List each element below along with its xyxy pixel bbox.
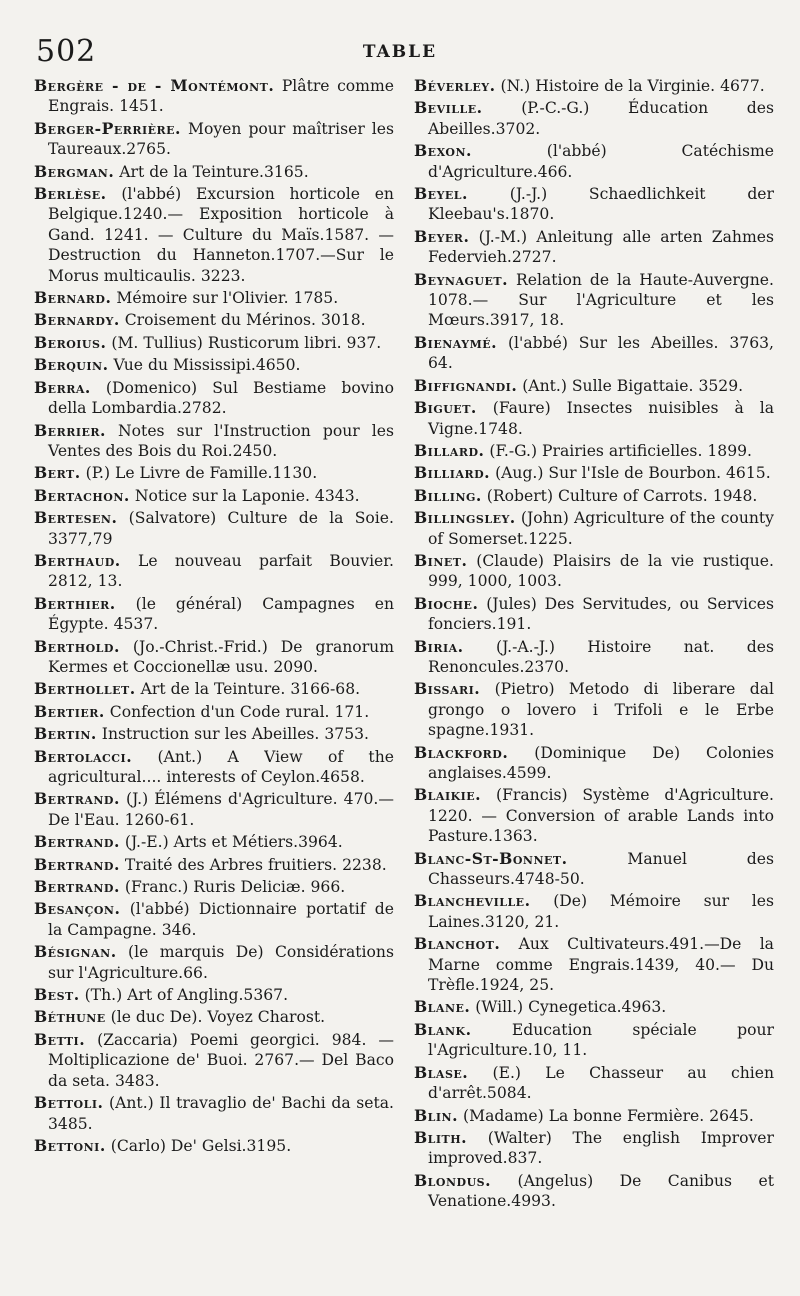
entry-author: Berger-Perrière. xyxy=(34,118,181,138)
entry-text: (J.-E.) Arts et Métiers.3964. xyxy=(124,833,343,852)
index-entry xyxy=(414,463,774,483)
entry-author: Beville. xyxy=(414,98,483,118)
index-entry xyxy=(414,184,774,225)
index-entry xyxy=(34,899,394,940)
entry-text: Manuel des Chasseurs.4748-50. xyxy=(428,849,774,889)
entry-author: Bertrand. xyxy=(34,854,120,874)
entry-text: (Ant.) A View of the agricultural.... interests of Ceylon.4658. xyxy=(48,747,394,786)
index-entry xyxy=(34,942,394,983)
index-entry xyxy=(34,486,394,506)
index-entry xyxy=(414,486,774,506)
index-entry xyxy=(34,508,394,549)
entry-text: (M. Tullius) Rusticorum libri. 937. xyxy=(111,333,382,352)
entry-text: Notice sur la Laponie. 4343. xyxy=(134,486,360,505)
index-entry xyxy=(34,679,394,699)
entry-author: Biguet. xyxy=(414,398,477,418)
entry-author: Bissari. xyxy=(414,679,481,699)
entry-author: Betti. xyxy=(34,1029,86,1049)
entry-text: (Angelus) De Canibus et Venatione.4993. xyxy=(428,1171,774,1211)
entry-text: Croisement du Mérinos. 3018. xyxy=(124,311,366,330)
index-entry xyxy=(414,333,774,374)
entry-text: (l'abbé) Dictionnaire portatif de la Campagne. 346. xyxy=(48,900,394,939)
entry-author: Blondus. xyxy=(414,1170,492,1190)
entry-text: Aux Cultivateurs.491.—De la Marne comme Engrais.1439, 40.— Du Trèfle.1924, 25. xyxy=(428,935,774,995)
entry-text: Art de la Teinture.3165. xyxy=(119,162,309,181)
index-entry xyxy=(414,785,774,846)
entry-author: Besançon. xyxy=(34,899,121,919)
index-entry xyxy=(34,162,394,182)
entry-author: Bertin. xyxy=(34,724,97,744)
entry-text: Moyen pour maîtriser les Taureaux.2765. xyxy=(48,119,394,159)
entry-text: (F.-G.) Prairies artificielles. 1899. xyxy=(489,441,752,460)
index-entry xyxy=(414,508,774,549)
entry-text: (P.) Le Livre de Famille.1130. xyxy=(85,464,318,483)
entry-author: Blase. xyxy=(414,1062,469,1082)
index-entry xyxy=(34,1136,394,1156)
index-entry xyxy=(414,1020,774,1061)
entry-text: (Pietro) Metodo di liberare dal grongo o lovero i Trifoli e le Erbe spagne.1931. xyxy=(428,680,774,740)
entry-author: Blanc-St-Bonnet. xyxy=(414,848,568,868)
right-column xyxy=(414,76,774,1214)
entry-text: Le nouveau parfait Bouvier. 2812, 13. xyxy=(48,551,394,591)
index-entry xyxy=(34,594,394,635)
entry-author: Berthier. xyxy=(34,593,116,613)
entry-author: Blaikie. xyxy=(414,785,482,805)
index-entry xyxy=(34,1007,394,1027)
index-entry xyxy=(34,702,394,722)
entry-author: Biffignandi. xyxy=(414,375,518,395)
index-entry xyxy=(414,1128,774,1169)
entry-author: Bertachon. xyxy=(34,485,130,505)
entry-author: Blanchot. xyxy=(414,934,501,954)
index-entry xyxy=(414,594,774,635)
entry-author: Berthollet. xyxy=(34,679,136,699)
entry-text: (J.-J.) Schaedlichkeit der Kleebau's.1870. xyxy=(428,185,774,224)
entry-author: Berquin. xyxy=(34,355,109,375)
entry-text: (Carlo) De' Gelsi.3195. xyxy=(110,1136,292,1155)
entry-text: (John) Agriculture of the county of Somerset.1225. xyxy=(428,509,774,548)
entry-text: (l'abbé) Catéchisme d'Agriculture.466. xyxy=(428,142,774,181)
entry-author: Bienaymé. xyxy=(414,332,498,352)
index-entry xyxy=(34,832,394,852)
entry-text: (N.) Histoire de la Virginie. 4677. xyxy=(500,77,765,95)
entry-author: Bernard. xyxy=(34,288,112,308)
entry-text: (Zaccaria) Poemi georgici. 984. — Moltiplicazione de' Buoi. 2767.— Del Baco da seta. 3483. xyxy=(48,1030,394,1090)
entry-author: Beroius. xyxy=(34,332,107,352)
index-entry xyxy=(34,855,394,875)
index-columns xyxy=(34,76,774,1214)
entry-text: Mémoire sur l'Olivier. 1785. xyxy=(116,289,339,308)
entry-author: Billing. xyxy=(414,485,482,505)
index-entry xyxy=(34,551,394,592)
index-entry xyxy=(414,1106,774,1126)
index-entry xyxy=(34,378,394,419)
entry-text: (Salvatore) Culture de la Soie. 3377,79 xyxy=(48,509,394,548)
running-title: TABLE xyxy=(362,42,438,62)
index-entry xyxy=(414,441,774,461)
index-entry xyxy=(34,310,394,330)
index-entry xyxy=(34,333,394,353)
entry-author: Berthaud. xyxy=(34,550,121,570)
index-entry xyxy=(414,679,774,740)
index-entry xyxy=(414,743,774,784)
index-entry xyxy=(34,877,394,897)
index-entry xyxy=(34,789,394,830)
entry-author: Bertier. xyxy=(34,701,105,721)
entry-author: Bergère - de - Montémont. xyxy=(34,76,275,95)
entry-author: Billiard. xyxy=(414,463,491,483)
index-entry xyxy=(414,934,774,995)
entry-author: Berra. xyxy=(34,377,91,397)
entry-text: (J.-M.) Anleitung alle arten Zahmes Federvieh.2727. xyxy=(428,227,774,267)
index-entry xyxy=(414,141,774,182)
index-entry xyxy=(414,551,774,592)
entry-text: (le marquis De) Considérations sur l'Agriculture.66. xyxy=(48,943,394,982)
entry-author: Billard. xyxy=(414,440,485,460)
entry-text: (J.) Élémens d'Agriculture. 470.—De l'Eau. 1260-61. xyxy=(48,790,394,829)
entry-author: Beyel. xyxy=(414,184,468,204)
entry-author: Bertrand. xyxy=(34,789,120,809)
index-entry xyxy=(34,76,394,117)
entry-text: (Robert) Culture of Carrots. 1948. xyxy=(486,486,758,505)
entry-text: (Dominique De) Colonies anglaises.4599. xyxy=(428,743,774,782)
entry-text: (Claude) Plaisirs de la vie rustique. 999, 1000, 1003. xyxy=(428,551,774,591)
index-entry xyxy=(414,98,774,139)
index-entry xyxy=(414,849,774,890)
entry-author: Bergman. xyxy=(34,161,115,181)
index-entry xyxy=(34,1030,394,1091)
index-entry xyxy=(34,184,394,286)
entry-text: Notes sur l'Instruction pour les Ventes des Bois du Roi.2450. xyxy=(48,421,394,460)
entry-text: Education spéciale pour l'Agriculture.10, 11. xyxy=(428,1020,774,1060)
entry-author: Bert. xyxy=(34,463,81,483)
entry-author: Bertesen. xyxy=(34,508,118,528)
entry-author: Best. xyxy=(34,985,80,1005)
entry-text: (l'abbé) Excursion horticole en Belgique.1240.— Exposition horticole à Gand. 1241. — Culture du Maïs.1587. — Destruction du Hanneton.1707.—Sur le Morus multicaulis. 3223. xyxy=(48,185,394,285)
entry-text: (Jo.-Christ.-Frid.) De granorum Kermes et Coccionellæ usu. 2090. xyxy=(48,637,394,676)
entry-text: (Walter) The english Improver improved.837. xyxy=(428,1128,774,1168)
left-column xyxy=(34,76,394,1214)
index-entry xyxy=(414,270,774,331)
entry-author: Berlèse. xyxy=(34,184,107,204)
entry-author: Beyer. xyxy=(414,226,470,246)
index-entry xyxy=(34,119,394,160)
entry-text: (Domenico) Sul Bestiame bovino della Lombardia.2782. xyxy=(48,378,394,418)
index-entry xyxy=(34,355,394,375)
entry-author: Bésignan. xyxy=(34,942,117,962)
entry-author: Béthune xyxy=(34,1007,106,1027)
entry-author: Bertolacci. xyxy=(34,746,133,766)
index-entry xyxy=(34,637,394,678)
index-entry xyxy=(34,1093,394,1134)
entry-text: (Jules) Des Servitudes, ou Services fonciers.191. xyxy=(428,594,774,634)
entry-text: Art de la Teinture. 3166-68. xyxy=(140,680,361,699)
entry-author: Blin. xyxy=(414,1105,459,1125)
entry-author: Binet. xyxy=(414,550,468,570)
entry-text: (Franc.) Ruris Deliciæ. 966. xyxy=(124,878,346,897)
entry-author: Blith. xyxy=(414,1127,468,1147)
entry-text: (l'abbé) Sur les Abeilles. 3763, 64. xyxy=(428,333,775,373)
entry-author: Bettoni. xyxy=(34,1135,106,1155)
entry-author: Beynaguet. xyxy=(414,269,508,289)
entry-text: (Th.) Art of Angling.5367. xyxy=(84,986,289,1005)
index-entry xyxy=(414,1063,774,1104)
index-entry xyxy=(34,288,394,308)
entry-text: (J.-A.-J.) Histoire nat. des Renoncules.2370. xyxy=(428,637,774,676)
entry-text: Confection d'un Code rural. 171. xyxy=(109,702,370,721)
entry-text: (le duc De). Voyez Charost. xyxy=(110,1008,326,1027)
entry-author: Béverley. xyxy=(414,76,496,95)
entry-author: Blancheville. xyxy=(414,891,531,911)
entry-text: (Francis) Système d'Agriculture. 1220. — Conversion of arable Lands into Pasture.1363. xyxy=(428,786,774,846)
index-entry xyxy=(414,891,774,932)
entry-text: (Will.) Cynegetica.4963. xyxy=(475,998,667,1017)
entry-text: (Madame) La bonne Fermière. 2645. xyxy=(463,1106,754,1125)
entry-author: Blane. xyxy=(414,997,471,1017)
entry-text: Plâtre comme Engrais. 1451. xyxy=(48,77,394,116)
entry-text: Vue du Mississipi.4650. xyxy=(113,356,301,375)
index-entry xyxy=(34,463,394,483)
index-entry xyxy=(34,421,394,462)
index-entry xyxy=(34,747,394,788)
entry-text: Traité des Arbres fruitiers. 2238. xyxy=(124,855,387,874)
index-entry xyxy=(414,398,774,439)
entry-author: Billingsley. xyxy=(414,508,516,528)
entry-text: (Ant.) Sulle Bigattaie. 3529. xyxy=(522,376,744,395)
index-entry xyxy=(414,997,774,1017)
entry-text: (Faure) Insectes nuisibles à la Vigne.1748. xyxy=(428,399,774,438)
entry-author: Bernardy. xyxy=(34,310,120,330)
index-entry xyxy=(414,376,774,396)
index-entry xyxy=(34,985,394,1005)
entry-text: (Aug.) Sur l'Isle de Bourbon. 4615. xyxy=(495,464,771,483)
entry-author: Biria. xyxy=(414,636,464,656)
page-header xyxy=(36,34,764,74)
entry-text: (De) Mémoire sur les Laines.3120, 21. xyxy=(428,892,774,931)
entry-author: Bettoli. xyxy=(34,1093,104,1113)
entry-author: Bertrand. xyxy=(34,832,120,852)
entry-author: Bioche. xyxy=(414,593,479,613)
page-number: 502 xyxy=(36,34,97,69)
entry-author: Blank. xyxy=(414,1019,472,1039)
entry-text: (E.) Le Chasseur au chien d'arrêt.5084. xyxy=(428,1063,774,1103)
entry-author: Berthold. xyxy=(34,636,120,656)
entry-author: Blackford. xyxy=(414,742,509,762)
entry-author: Bertrand. xyxy=(34,877,120,897)
index-entry xyxy=(34,724,394,744)
index-entry xyxy=(414,1171,774,1212)
entry-author: Berrier. xyxy=(34,420,106,440)
index-entry xyxy=(414,76,774,96)
index-entry xyxy=(414,637,774,678)
entry-text: Instruction sur les Abeilles. 3753. xyxy=(101,725,369,744)
entry-author: Bexon. xyxy=(414,141,472,161)
index-entry xyxy=(414,227,774,268)
entry-text: (le général) Campagnes en Égypte. 4537. xyxy=(48,594,394,634)
entry-text: (Ant.) Il travaglio de' Bachi da seta. 3485. xyxy=(48,1094,394,1133)
entry-text: Relation de la Haute-Auvergne. 1078.— Sur l'Agriculture et les Mœurs.3917, 18. xyxy=(428,270,774,330)
entry-text: (P.-C.-G.) Éducation des Abeilles.3702. xyxy=(428,99,774,138)
